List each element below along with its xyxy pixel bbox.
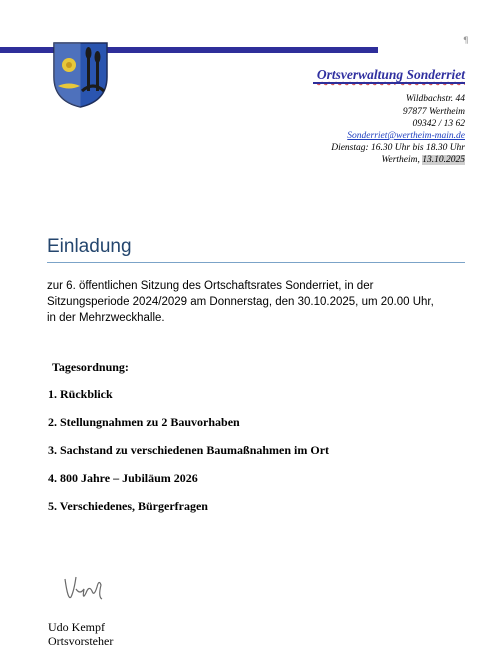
address-email[interactable]: Sonderriet@wertheim-main.de: [347, 131, 465, 141]
agenda-item: 5. Verschiedenes, Bürgerfragen: [48, 499, 208, 513]
agenda-item: 2. Stellungnahmen zu 2 Bauvorhaben: [48, 415, 240, 429]
intro-line-3: in der Mehrzweckhalle.: [47, 312, 165, 324]
address-city: 97877 Wertheim: [402, 107, 465, 117]
org-name: Ortsverwaltung Sonderriet: [316, 67, 465, 82]
paragraph-marker: ¶: [463, 36, 469, 46]
agenda-item: 4. 800 Jahre – Jubiläum 2026: [48, 471, 198, 485]
title-underline: [47, 262, 465, 263]
address-street: Wildbachstr. 44: [405, 94, 465, 104]
office-hours: Dienstag: 16.30 Uhr bis 18.30 Uhr: [331, 143, 465, 153]
place-date: Wertheim, 13.10.2025: [381, 155, 465, 165]
agenda-title: Tagesordnung:: [52, 360, 129, 374]
intro-line-1: zur 6. öffentlichen Sitzung des Ortschaftsrates Sonderriet, in der: [47, 280, 374, 292]
date-field: 13.10.2025: [422, 155, 465, 165]
intro-line-2: Sitzungsperiode 2024/2029 am Donnerstag, den 30.10.2025, um 20.00 Uhr,: [47, 296, 434, 308]
signature-image: [62, 571, 106, 607]
address-phone: 09342 / 13 62: [412, 119, 465, 129]
page-title: Einladung: [47, 236, 132, 257]
org-underline: [313, 82, 465, 84]
signer-role: Ortsvorsteher: [48, 634, 114, 648]
coat-of-arms-logo: [52, 41, 109, 109]
agenda-item: 1. Rückblick: [48, 387, 113, 401]
signer-name: Udo Kempf: [48, 620, 105, 634]
agenda-item: 3. Sachstand zu verschiedenen Baumaßnahmen im Ort: [48, 443, 330, 457]
invitation-text: [47, 278, 467, 326]
